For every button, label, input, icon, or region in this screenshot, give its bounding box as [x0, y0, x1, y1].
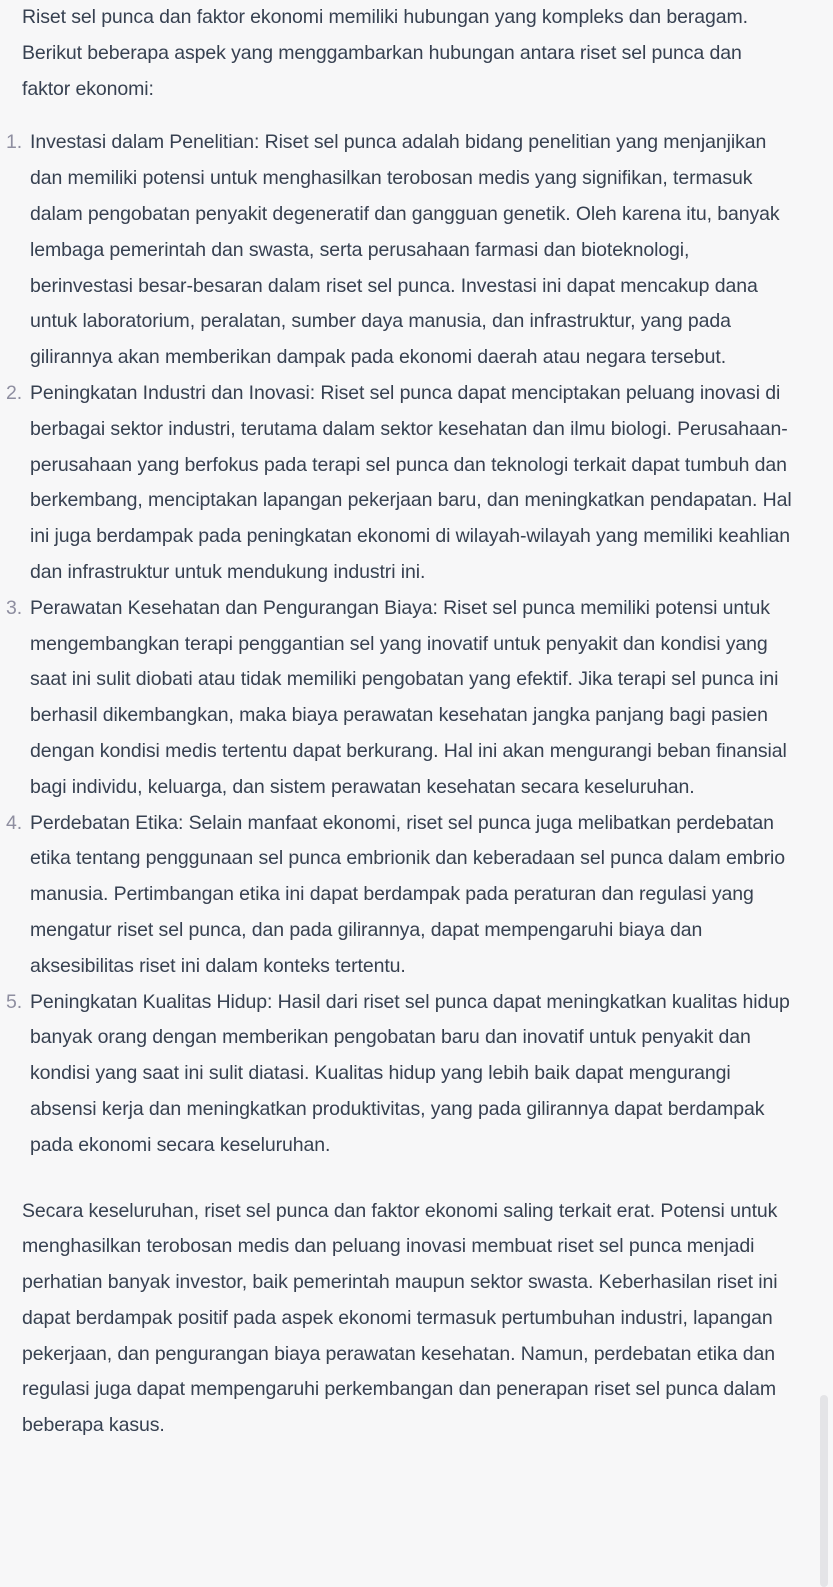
list-item: [6, 376, 792, 591]
conclusion-paragraph: Secara keseluruhan, riset sel punca dan faktor ekonomi saling terkait erat. Potensi untuk menghasilkan terobosan medis dan peluang inovasi membuat riset sel punca menjadi perhatian banyak investor, baik pemerintah maupun sektor swasta. Keberhasilan riset ini dapat berdampak positif pada aspek ekonomi termasuk pertumbuhan industri, lapangan pekerjaan, dan pengurangan biaya perawatan kesehatan. Namun, perdebatan etika dan regulasi juga dapat mempengaruhi perkembangan dan penerapan riset sel punca dalam beberapa kasus.: [22, 1199, 778, 1437]
scrollbar-track[interactable]: [815, 0, 833, 1587]
list-item: [6, 806, 792, 985]
list-item-number: 4.: [6, 811, 23, 834]
scrollbar-thumb[interactable]: [820, 1395, 828, 1587]
list-item-text: Investasi dalam Penelitian: Riset sel punca adalah bidang penelitian yang menjanjikan dan memiliki potensi untuk menghasilkan terobosan medis yang signifikan, termasuk dalam pengobatan penyakit degeneratif dan gangguan genetik. Oleh karena itu, banyak lembaga pemerintah dan swasta, serta perusahaan farmasi dan bioteknologi, berinvestasi besar-besaran dalam riset sel punca. Investasi ini dapat mencakup dana untuk laboratorium, peralatan, sumber daya manusia, dan infrastruktur, yang pada gilirannya akan memberikan dampak pada ekonomi daerah atau negara tersebut.: [30, 131, 780, 369]
intro-paragraph: Riset sel punca dan faktor ekonomi memiliki hubungan yang kompleks dan beragam. Berikut beberapa aspek yang menggambarkan hubungan antara riset sel punca dan faktor ekonomi:: [22, 6, 748, 100]
list-item-text: Peningkatan Industri dan Inovasi: Riset sel punca dapat menciptakan peluang inovasi di berbagai sektor industri, terutama dalam sektor kesehatan dan ilmu biologi. Perusahaan-perusahaan yang berfokus pada terapi sel punca dan teknologi terkait dapat tumbuh dan berkembang, menciptakan lapangan pekerjaan baru, dan meningkatkan pendapatan. Hal ini juga berdampak pada peningkatan ekonomi di wilayah-wilayah yang memiliki keahlian dan infrastruktur untuk mendukung industri ini.: [30, 381, 792, 583]
list-item-number: 5.: [6, 990, 23, 1013]
assistant-message: [6, 0, 792, 1444]
aspects-list: [6, 125, 792, 1163]
list-item: [6, 591, 792, 806]
list-item-text: Perdebatan Etika: Selain manfaat ekonomi, riset sel punca juga melibatkan perdebatan etika tentang penggunaan sel punca embrionik dan keberadaan sel punca dalam embrio manusia. Pertimbangan etika ini dapat berdampak pada peraturan dan regulasi yang mengatur riset sel punca, dan pada gilirannya, dapat mempengaruhi biaya dan aksesibilitas riset ini dalam konteks tertentu.: [30, 811, 785, 977]
list-item: [6, 985, 792, 1164]
list-item-number: 1.: [6, 131, 23, 154]
list-item: [6, 125, 792, 376]
list-item-text: Perawatan Kesehatan dan Pengurangan Biaya: Riset sel punca memiliki potensi untuk mengembangkan terapi penggantian sel yang inovatif untuk penyakit dan kondisi yang saat ini sulit diobati atau tidak memiliki pengobatan yang efektif. Jika terapi sel punca ini berhasil dikembangkan, maka biaya perawatan kesehatan jangka panjang bagi pasien dengan kondisi medis tertentu dapat berkurang. Hal ini akan mengurangi beban finansial bagi individu, keluarga, dan sistem perawatan kesehatan secara keseluruhan.: [30, 596, 787, 798]
list-item-text: Peningkatan Kualitas Hidup: Hasil dari riset sel punca dapat meningkatkan kualitas hidup banyak orang dengan memberikan pengobatan baru dan inovatif untuk penyakit dan kondisi yang saat ini sulit diatasi. Kualitas hidup yang lebih baik dapat mengurangi absensi kerja dan meningkatkan produktivitas, yang pada gilirannya dapat berdampak pada ekonomi secara keseluruhan.: [30, 990, 790, 1156]
list-item-number: 2.: [6, 381, 23, 404]
list-item-number: 3.: [6, 596, 23, 619]
